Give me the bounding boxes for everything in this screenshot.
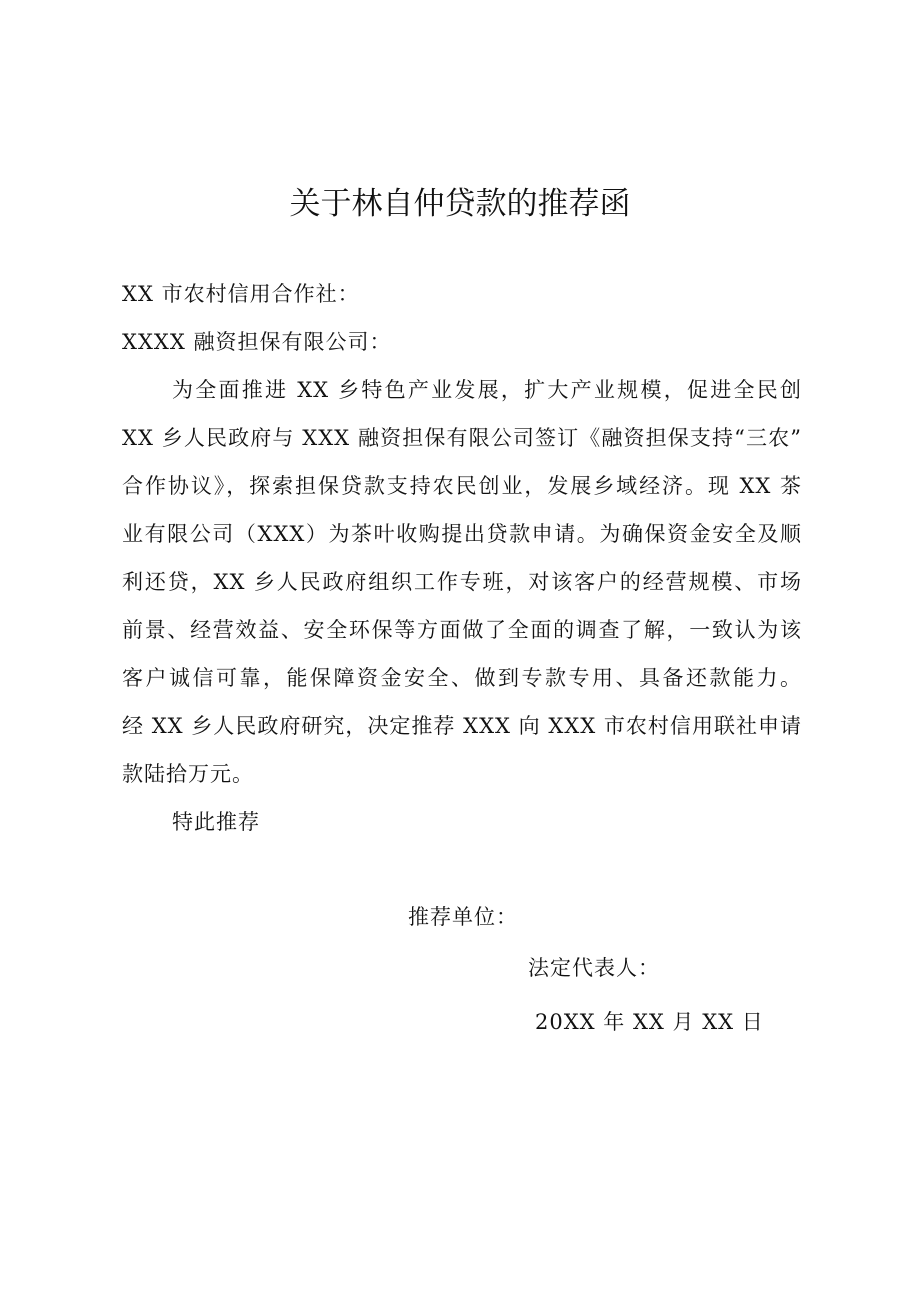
body-line: 款陆拾万元。 (122, 762, 254, 786)
body-line: XX 乡人民政府与 XXX 融资担保有限公司签订《融资担保支持“三农” (122, 426, 802, 450)
body-line: 业有限公司（XXX）为茶叶收购提出贷款申请。为确保资金安全及顺 (122, 522, 802, 546)
body-line: 经 XX 乡人民政府研究，决定推荐 XXX 向 XXX 市农村信用联社申请 (122, 714, 802, 738)
signature-representative-label: 法定代表人： (528, 956, 660, 980)
body-line: 客户诚信可靠，能保障资金安全、做到专款专用、具备还款能力。 (122, 666, 802, 690)
closing-line: 特此推荐 (172, 810, 260, 834)
signature-date: 20XX 年 XX 月 XX 日 (535, 1010, 764, 1034)
body-line: 利还贷，XX 乡人民政府组织工作专班，对该客户的经营规模、市场 (122, 570, 802, 594)
letter-body (122, 270, 802, 846)
document-title: 关于林自仲贷款的推荐函 (289, 186, 631, 222)
body-line: 前景、经营效益、安全环保等方面做了全面的调查了解，一致认为该 (122, 618, 802, 642)
salutation-line: XXXX 融资担保有限公司： (122, 330, 392, 354)
salutation-line: XX 市农村信用合作社： (122, 282, 360, 306)
body-line: 为全面推进 XX 乡特色产业发展，扩大产业规模，促进全民创 (172, 378, 802, 402)
signature-unit-label: 推荐单位： (408, 905, 518, 929)
body-line: 合作协议》，探索担保贷款支持农民创业，发展乡域经济。现 XX 茶 (122, 474, 802, 498)
